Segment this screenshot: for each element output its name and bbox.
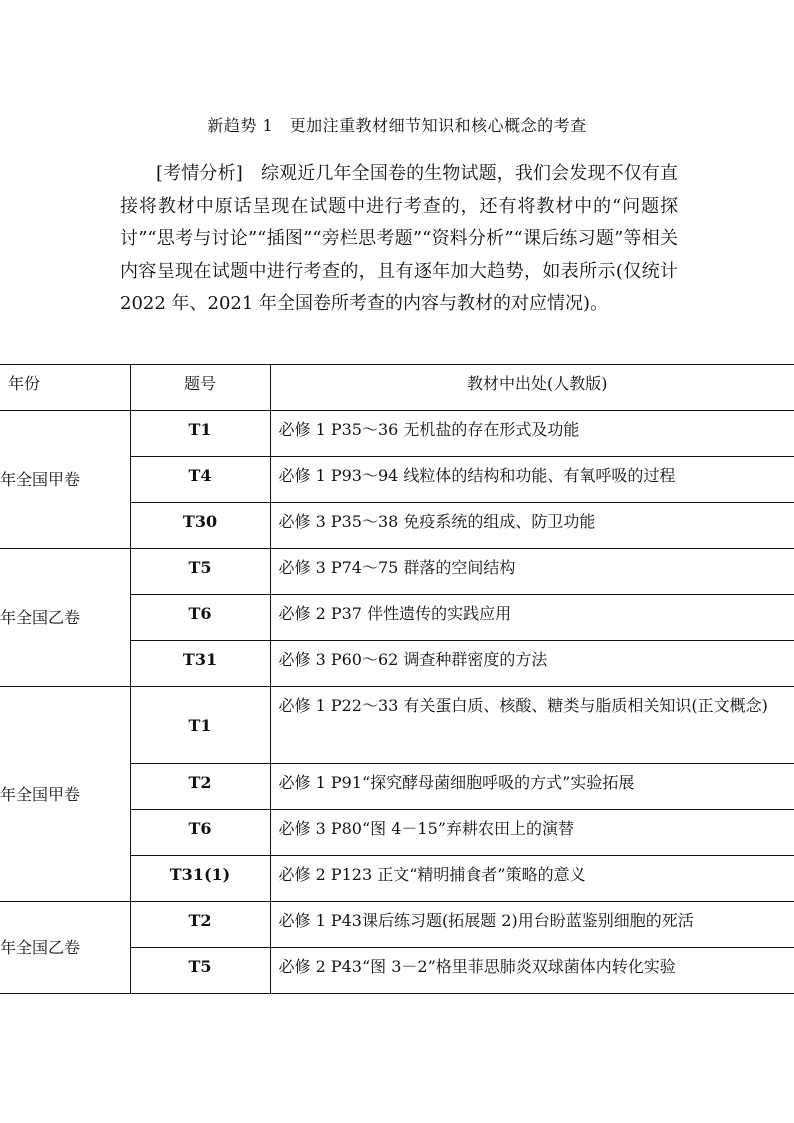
textbook-source: 必修 3 P35～38 免疫系统的组成、防卫功能: [270, 503, 794, 549]
year-cell: 年全国甲卷: [0, 687, 130, 902]
textbook-source: 必修 1 P35～36 无机盐的存在形式及功能: [270, 411, 794, 457]
textbook-source: 必修 2 P123 正文“精明捕食者”策略的意义: [270, 856, 794, 902]
table-row: [0, 902, 794, 948]
question-number: T2: [130, 902, 270, 948]
question-number: T2: [130, 764, 270, 810]
textbook-source: 必修 1 P22～33 有关蛋白质、核酸、糖类与脂质相关知识(正文概念): [270, 687, 794, 764]
header-question-number: 题号: [130, 365, 270, 411]
textbook-source: 必修 1 P91“探究酵母菌细胞呼吸的方式”实验拓展: [270, 764, 794, 810]
question-number: T5: [130, 549, 270, 595]
textbook-source: 必修 2 P43“图 3－2”格里菲思肺炎双球菌体内转化实验: [270, 948, 794, 994]
textbook-source: 必修 1 P93～94 线粒体的结构和功能、有氧呼吸的过程: [270, 457, 794, 503]
year-cell: 年全国乙卷: [0, 549, 130, 687]
table-header-row: [0, 365, 794, 411]
question-number: T1: [130, 687, 270, 764]
textbook-source: 必修 3 P74～75 群落的空间结构: [270, 549, 794, 595]
textbook-source: 必修 1 P43课后练习题(拓展题 2)用台盼蓝鉴别细胞的死活: [270, 902, 794, 948]
question-number: T31: [130, 641, 270, 687]
question-number: T4: [130, 457, 270, 503]
table-row: [0, 411, 794, 457]
question-number: T6: [130, 810, 270, 856]
section-title: 新趋势 1 更加注重教材细节知识和核心概念的考查: [207, 116, 587, 135]
header-year: 年份: [0, 365, 130, 411]
question-number: T1: [130, 411, 270, 457]
question-number: T30: [130, 503, 270, 549]
analysis-paragraph: [考情分析] 综观近几年全国卷的生物试题，我们会发现不仅有直接将教材中原话呈现在试题中进行考查的，还有将教材中的“问题探讨”“思考与讨论”“插图”“旁栏思考题”“资料分析”“课后练习题”等相关内容呈现在试题中进行考查的，且有逐年加大趋势，如表所示(仅统计 2022 年、2021 年全国卷所考查的内容与教材的对应情况)。: [120, 163, 678, 314]
question-number: T5: [130, 948, 270, 994]
year-cell: 年全国乙卷: [0, 902, 130, 994]
question-number: T6: [130, 595, 270, 641]
year-cell: 年全国甲卷: [0, 411, 130, 549]
table-row: [0, 687, 794, 764]
exam-source-table: [0, 364, 794, 994]
textbook-source: 必修 2 P37 伴性遗传的实践应用: [270, 595, 794, 641]
textbook-source: 必修 3 P80“图 4－15”弃耕农田上的演替: [270, 810, 794, 856]
header-textbook-source: 教材中出处(人教版): [270, 365, 794, 411]
textbook-source: 必修 3 P60～62 调查种群密度的方法: [270, 641, 794, 687]
question-number: T31(1): [130, 856, 270, 902]
table-row: [0, 549, 794, 595]
